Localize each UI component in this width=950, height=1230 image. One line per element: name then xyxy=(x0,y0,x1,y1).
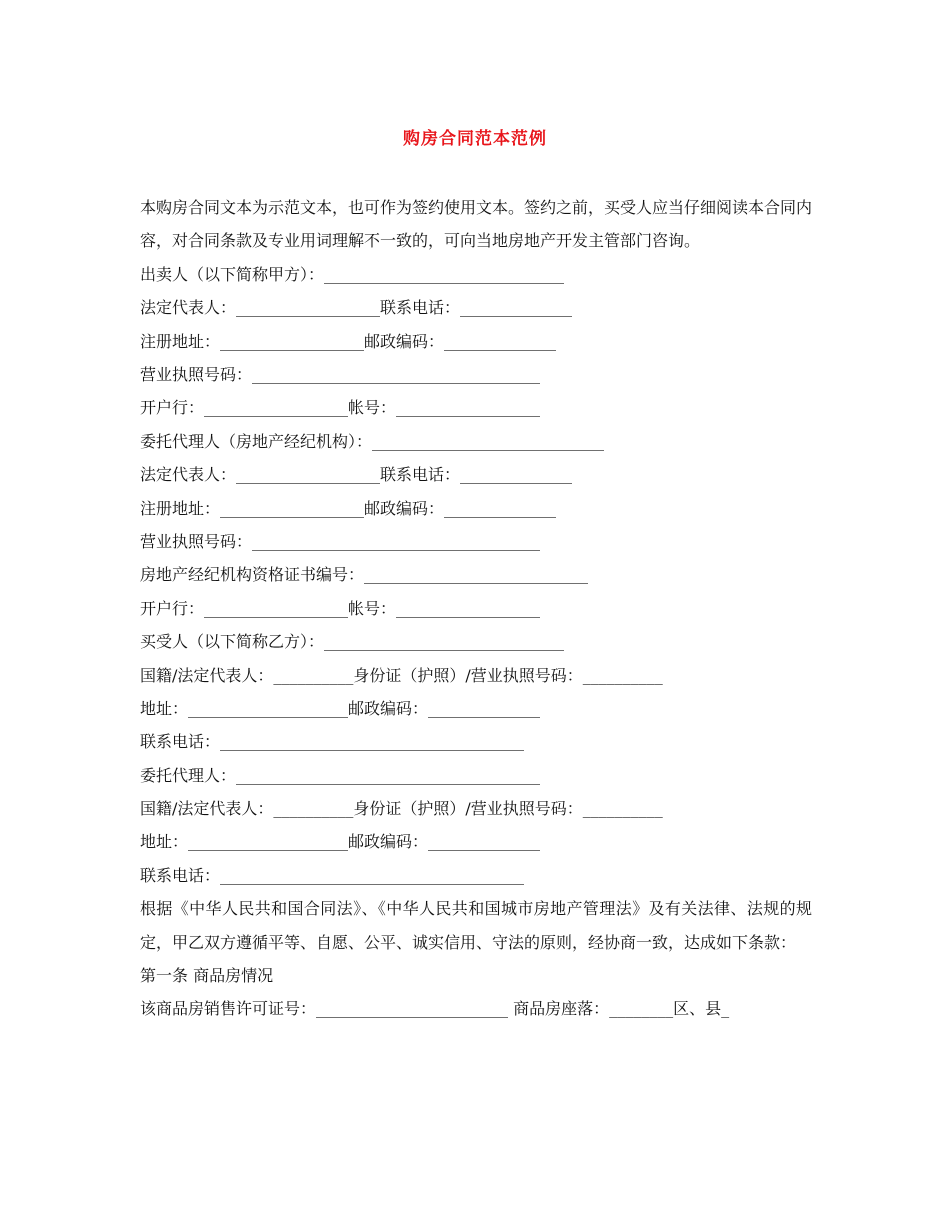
field-line-buyer-address: 地址：____________________邮政编码：______________ xyxy=(140,698,541,718)
field-line-buyer-agent-nationality: 国籍/法定代表人：__________身份证（护照）/营业执照号码：__________ xyxy=(140,799,663,819)
field-line-agent: 委托代理人（房地产经纪机构）：_____________________________ xyxy=(140,431,605,451)
field-line-seller-address: 注册地址：__________________邮政编码：______________ xyxy=(140,331,557,351)
field-line-seller: 出卖人（以下简称甲方）：______________________________ xyxy=(140,264,565,284)
field-line-seller-license: 营业执照号码：____________________________________ xyxy=(140,364,541,384)
article-1-text: 该商品房销售许可证号：________________________ 商品房座落：________区、县_ xyxy=(140,999,730,1019)
intro-paragraph: 本购房合同文本为示范文本，也可作为签约使用文本。签约之前，买受人应当仔细阅读本合同内容，对合同条款及专业用词理解不一致的，可向当地房地产开发主管部门咨询。 xyxy=(140,198,813,251)
field-line-seller-legal-rep: 法定代表人：__________________联系电话：______________ xyxy=(140,298,573,318)
field-line-buyer-agent-address: 地址：____________________邮政编码：______________ xyxy=(140,832,541,852)
article-1-heading: 第一条 商品房情况 xyxy=(140,966,274,986)
field-line-buyer-phone: 联系电话：______________________________________ xyxy=(140,732,525,752)
field-line-seller-bank: 开户行：__________________帐号：__________________ xyxy=(140,398,541,418)
document-title: 购房合同范本范例 xyxy=(403,129,547,149)
basis-paragraph: 根据《中华人民共和国合同法》、《中华人民共和国城市房地产管理法》及有关法律、法规的规定，甲乙双方遵循平等、自愿、公平、诚实信用、守法的原则，经协商一致，达成如下条款： xyxy=(140,899,812,952)
field-line-agent-address: 注册地址：__________________邮政编码：______________ xyxy=(140,498,557,518)
field-line-agent-legal-rep: 法定代表人：__________________联系电话：______________ xyxy=(140,465,573,485)
field-line-agent-certificate: 房地产经纪机构资格证书编号：____________________________ xyxy=(140,565,589,585)
field-line-buyer: 买受人（以下简称乙方）：______________________________ xyxy=(140,632,565,652)
field-line-agent-license: 营业执照号码：____________________________________ xyxy=(140,531,541,551)
field-line-buyer-nationality: 国籍/法定代表人：__________身份证（护照）/营业执照号码：__________ xyxy=(140,665,663,685)
field-line-buyer-agent: 委托代理人：______________________________________ xyxy=(140,765,541,785)
field-line-buyer-agent-phone: 联系电话：______________________________________ xyxy=(140,865,525,885)
document-body xyxy=(140,191,812,1026)
party-fields xyxy=(140,258,812,892)
field-line-agent-bank: 开户行：__________________帐号：__________________ xyxy=(140,598,541,618)
